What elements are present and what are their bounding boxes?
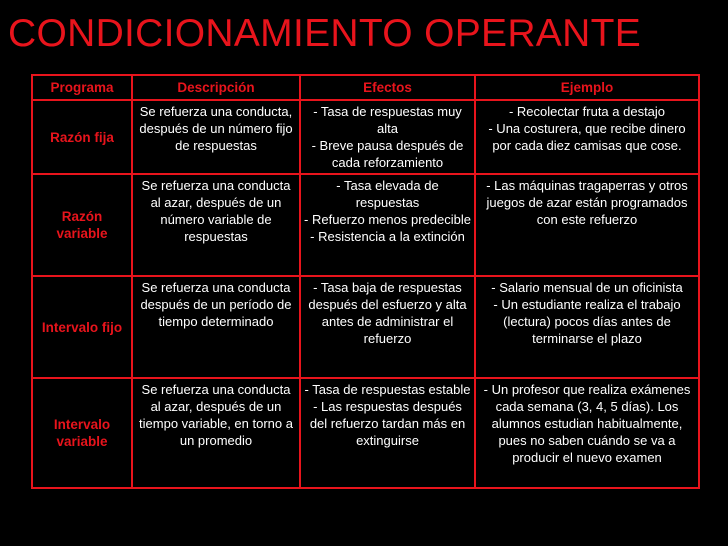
example-cell	[475, 276, 699, 378]
effect-line: - Resistencia a la extinción	[310, 229, 465, 244]
example-line: - Salario mensual de un oficinista	[491, 280, 683, 295]
effect-line: - Tasa elevada de respuestas	[336, 178, 439, 210]
effect-line: - Tasa baja de respuestas después del esfuerzo y alta antes de administrar el refuerzo	[308, 280, 467, 346]
example-line: - Una costurera, que recibe dinero por cada diez camisas que cose.	[488, 121, 686, 153]
row-label-intervalo-variable: Intervalo variable	[32, 378, 132, 488]
example-line: - Un profesor que realiza exámenes cada semana (3, 4, 5 días). Los alumnos estudian habitualmente, pues no saben cuándo se va a producir el nuevo examen	[483, 382, 691, 465]
description-cell: Se refuerza una conducta después de un período de tiempo determinado	[132, 276, 300, 378]
description-cell: Se refuerza una conducta al azar, después de un tiempo variable, en torno a un promedio	[132, 378, 300, 488]
example-line: - Recolectar fruta a destajo	[508, 104, 666, 119]
description-cell: Se refuerza una conducta, después de un número fijo de respuestas	[132, 100, 300, 174]
table-row	[32, 174, 699, 276]
header-descripcion: Descripción	[132, 75, 300, 100]
operant-conditioning-table	[31, 74, 700, 489]
effects-cell	[300, 276, 475, 378]
example-cell	[475, 100, 699, 174]
effect-line: - Tasa de respuestas estable	[304, 382, 471, 397]
header-efectos: Efectos	[300, 75, 475, 100]
header-programa: Programa	[32, 75, 132, 100]
table-row	[32, 276, 699, 378]
row-label-intervalo-fijo: Intervalo fijo	[32, 276, 132, 378]
effects-cell	[300, 174, 475, 276]
effects-cell	[300, 378, 475, 488]
example-line: - Un estudiante realiza el trabajo (lectura) pocos días antes de terminarse el plazo	[493, 297, 681, 346]
effect-line: - Refuerzo menos predecible	[304, 212, 471, 227]
row-label-razon-fija: Razón fija	[32, 100, 132, 174]
description-cell: Se refuerza una conducta al azar, después de un número variable de respuestas	[132, 174, 300, 276]
effect-line: - Tasa de respuestas muy alta	[313, 104, 462, 136]
table-row	[32, 100, 699, 174]
table-header-row	[32, 75, 699, 100]
effects-cell	[300, 100, 475, 174]
effect-line: - Las respuestas después del refuerzo tardan más en extinguirse	[309, 399, 466, 448]
page-title: CONDICIONAMIENTO OPERANTE	[8, 12, 642, 55]
example-line: - Las máquinas tragaperras y otros juegos de azar están programados con este refuerzo	[486, 178, 688, 227]
example-cell	[475, 378, 699, 488]
row-label-razon-variable: Razón variable	[32, 174, 132, 276]
example-cell	[475, 174, 699, 276]
effect-line: - Breve pausa después de cada reforzamiento	[311, 138, 464, 170]
header-ejemplo: Ejemplo	[475, 75, 699, 100]
table-row	[32, 378, 699, 488]
